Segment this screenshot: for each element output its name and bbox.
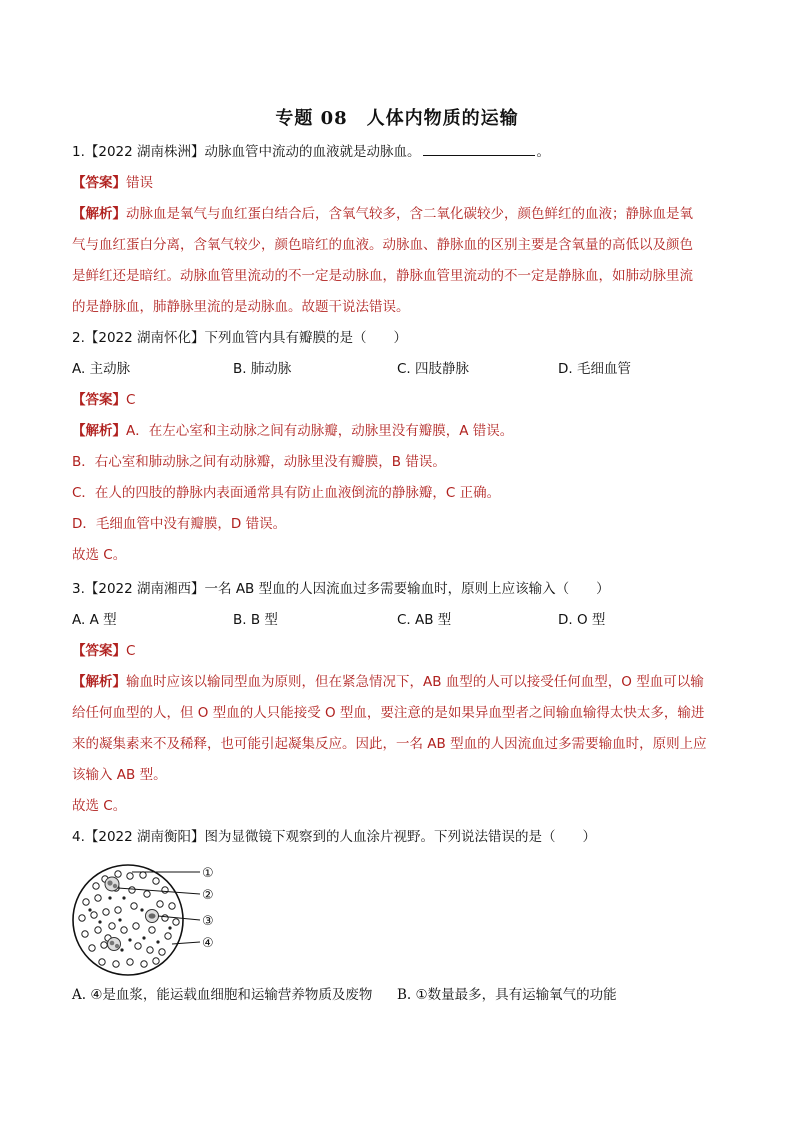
option-d: D. O 型	[558, 612, 606, 628]
question-1-analysis-line: 的是静脉血，肺静脉里流的是动脉血。故题干说法错误。	[72, 299, 410, 315]
label-3: ③	[202, 914, 214, 929]
analysis-tag: 【解析】	[72, 674, 126, 690]
question-3-analysis-line: 给任何血型的人，但 O 型血的人只能接受 O 型血，要注意的是如果异血型者之间输血输得太快太多，输进	[72, 705, 705, 721]
analysis-tag: 【解析】	[72, 206, 126, 222]
question-2-answer	[72, 385, 722, 416]
question-2-analysis-line: C．在人的四肢的静脉内表面通常具有防止血液倒流的静脉瓣，C 正确。	[72, 485, 501, 501]
answer-tag: 【答案】	[72, 175, 126, 191]
analysis-tag: 【解析】	[72, 423, 126, 439]
question-1-end: 。	[536, 144, 551, 160]
question-3-answer	[72, 636, 722, 667]
question-2-stem: 2.【2022 湖南怀化】下列血管内具有瓣膜的是（ ）	[72, 330, 408, 346]
option-b: B. 肺动脉	[233, 361, 292, 377]
blood-smear-figure	[72, 860, 222, 978]
question-2-analysis-line: D．毛细血管中没有瓣膜，D 错误。	[72, 516, 287, 532]
question-3-analysis-line	[72, 667, 722, 698]
option-c: C. AB 型	[397, 612, 452, 628]
option-a: A. ④是血浆，能运载血细胞和运输营养物质及废物	[72, 987, 373, 1003]
question-3-stem: 3.【2022 湖南湘西】一名 AB 型血的人因流血过多需要输血时，原则上应该输入（ ）	[72, 581, 610, 597]
page-title: 专题 08 人体内物质的运输	[275, 108, 519, 129]
answer-value: 错误	[126, 175, 153, 191]
answer-tag: 【答案】	[72, 643, 126, 659]
question-4-stem: 4.【2022 湖南衡阳】图为显微镜下观察到的人血涂片视野。下列说法错误的是（ ）	[72, 829, 597, 845]
question-2-analysis-line: B．右心室和肺动脉之间有动脉瓣，动脉里没有瓣膜，B 错误。	[72, 454, 446, 470]
label-2: ②	[202, 888, 214, 903]
option-b: B. B 型	[233, 612, 278, 628]
question-1-analysis-line: 气与血红蛋白分离，含氧气较少，颜色暗红的血液。动脉血、静脉血的区别主要是含氧量的高低以及颜色	[72, 237, 693, 253]
question-1-analysis-line: 是鲜红还是暗红。动脉血管里流动的不一定是动脉血，静脉血管里流动的不一定是静脉血，如肺动脉里流	[72, 268, 693, 284]
answer-tag: 【答案】	[72, 392, 126, 408]
option-a: A. 主动脉	[72, 361, 131, 377]
label-1: ①	[202, 866, 214, 881]
answer-value: C	[126, 643, 136, 659]
label-4: ④	[202, 936, 214, 951]
question-1-analysis-line	[72, 199, 722, 230]
option-a: A. A 型	[72, 612, 117, 628]
option-d: D. 毛细血管	[558, 361, 631, 377]
question-1-answer	[72, 168, 722, 199]
option-b: B. ①数量最多，具有运输氧气的功能	[397, 987, 617, 1003]
option-c: C. 四肢静脉	[397, 361, 470, 377]
analysis-text: 动脉血是氧气与血红蛋白结合后，含氧气较多，含二氧化碳较少，颜色鲜红的血液；静脉血是氧	[126, 206, 693, 222]
analysis-text: A．在左心室和主动脉之间有动脉瓣，动脉里没有瓣膜，A 错误。	[126, 423, 514, 439]
answer-value: C	[126, 392, 136, 408]
question-3-analysis-line: 来的凝集素来不及稀释，也可能引起凝集反应。因此，一名 AB 型血的人因流血过多需要输血时，原则上应	[72, 736, 707, 752]
question-1-stem	[72, 137, 722, 168]
question-3-conclusion: 故选 C。	[72, 798, 127, 814]
question-2-analysis-line	[72, 416, 722, 447]
answer-blank	[423, 141, 535, 156]
question-1-text: 1.【2022 湖南株洲】动脉血管中流动的血液就是动脉血。	[72, 144, 421, 160]
question-2-conclusion: 故选 C。	[72, 547, 127, 563]
question-3-analysis-line: 该输入 AB 型。	[72, 767, 167, 783]
analysis-text: 输血时应该以输同型血为原则，但在紧急情况下，AB 血型的人可以接受任何血型，O 型血可以输	[126, 674, 704, 690]
